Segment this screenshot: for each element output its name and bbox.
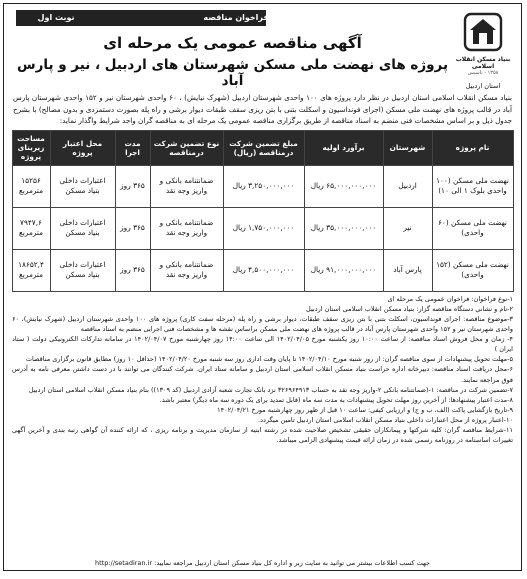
table-cell: اعتبارات داخلی بنیاد مسکن: [50, 249, 115, 291]
table-cell: ۳۵,۰۰۰,۰۰۰,۰۰۰ ریال: [304, 207, 383, 249]
table-cell: ۱,۷۵۰,۰۰۰,۰۰۰ ریال: [223, 207, 304, 249]
condition-item: ۹-تاریخ بازگشایی پاکت (الف، ب و ج) و ارزیابی کیفی: ساعت ۱۰ قبل از ظهر روز چهارشنبه مورخ ۱۴۰۲/۰۴/۲۱: [217, 405, 513, 414]
table-cell: نیر: [383, 207, 432, 249]
table-cell: ضمانتنامه بانکی و واریز وجه نقد: [150, 249, 223, 291]
condition-item: ۳-موضوع مناقصه: اجرای فونداسیون، اسکلت بتنی با بتن ریزی سقف طبقات، دیوار برشی و راه پله (مرحله سفت کاری) پروژه های ۱۰۰ واحدی شهرستان اردبیل (شهرک نیایش)، ۶۰ واحدی شهرستان نیر و ۱۵۲ واحدی شهرستان پارس آباد در قالب پروژه های نهضت ملی مسکن براساس نقشه ها و مشخصات فنی اجرایی منضم به اسناد مناقصه: [12, 314, 513, 334]
notice-header: [4, 4, 521, 92]
table-cell: اردبیل: [383, 165, 432, 207]
table-cell: ضمانتنامه بانکی و واریز وجه نقد: [150, 207, 223, 249]
condition-item: ۱-نوع فراخوان: فراخوان عمومی یک مرحله ای: [387, 294, 513, 303]
intro-paragraph: بنیاد مسکن انقلاب اسلامی استان اردبیل در نظر دارد پروژه های ۱۰۰ واحدی شهرستان اردبیل (شهرک نیایش) ، ۶۰ واحدی شهرستان نیر و ۱۵۲ واحدی شهرستان پارس آباد در قالب پروژه های نهضت ملی مسکن (اجرای فونداسیون و اسکلت بتنی با بتن ریزی سقف طبقات دیوار برشی و راه پله بصورت دستمزدی و بدون مصالح) با بشرح جدول ذیل و بر اساس مشخصات فنی منضم به اسناد مناقصه از طریق برگزاری مناقصه عمومی یک مرحله ای به مناقصه گران واجد شرایط واگذار نماید:: [13, 93, 512, 126]
table-header-cell: برآورد اولیه: [304, 130, 383, 165]
table-header-cell: نام پروژه: [432, 130, 513, 165]
logo-text: بنیاد مسکن انقلاب اسلامی: [455, 56, 511, 71]
main-title: آگهی مناقصه عمومی یک مرحله ای: [103, 34, 362, 52]
table-cell: نهضت ملی مسکن (۶۰ واحدی): [432, 207, 513, 249]
table-cell: اعتبارات داخلی بنیاد مسکن: [50, 165, 115, 207]
condition-item: ۶-محل دریافت اسناد مناقصه: دبیرخانه اداره حراست بنیاد مسکن انقلاب اسلامی استان اردبیل و سامانه ستاد ایران. شرکت کنندگان می توانند با در دست داشتن معرفی نامه به آدرس فوق مراجعه نمایند.: [12, 365, 513, 384]
table-header-cell: مبلغ تضمین شرکت درمناقصه (ریال): [223, 130, 304, 165]
table-cell: ضمانتنامه بانکی و واریز وجه نقد: [150, 165, 223, 207]
tender-notice: [3, 3, 522, 571]
logo-subtext: ۱۳۵۸ - تاسیس: [467, 70, 499, 77]
table-header-cell: شهرستان: [383, 130, 432, 165]
table-cell: پارس آباد: [383, 249, 432, 291]
province-name: استان اردبیل: [465, 82, 501, 91]
table-cell: ۶۵,۰۰۰,۰۰۰,۰۰۰ ریال: [304, 165, 383, 207]
condition-item: ۱۰-اعتبار پروژه از محل اعتبارات داخلی بنیاد مسکن انقلاب اسلامی استان اردبیل تامین میگردد.: [258, 415, 513, 424]
top-banner: [16, 10, 269, 26]
organization-logo: [453, 12, 513, 90]
table-header-cell: مساحت زیربنای پروژه: [12, 130, 50, 165]
table-cell: ۱۵۲۵۶ مترمربع: [12, 165, 50, 207]
table-cell: ۳۶۵ روز: [115, 165, 150, 207]
sub-title: پروژه های نهضت ملی مسکن شهرستان های اردبیل ، نیر و پارس آباد: [16, 57, 449, 89]
table-cell: نهضت ملی مسکن (۱۵۲ واحدی): [432, 249, 513, 291]
table-header-row: [12, 130, 513, 165]
table-cell: ۳,۲۵۰,۰۰۰,۰۰۰ ریال: [223, 165, 304, 207]
table-cell: ۱۸۶۵۲,۴ مترمربع: [12, 249, 50, 291]
condition-item: ۷-تضمین شرکت در مناقصه: ۱-(ضمانتنامه بانکی ۲-واریز وجه نقد به حساب ۳۲۶۹۶۴۹۱۳ نزد بانک تجارت شعبه آزادی اردبیل (کد ۱۳۰۹)) بنام بنیاد مسکن انقلاب اسلامی استان اردبیل: [28, 385, 513, 394]
publication-round: نوبت اول: [37, 13, 75, 22]
table-row: [12, 165, 513, 207]
condition-item: ۵-مهلت تحویل پیشنهادات از سوی مناقصه گران: از روز شنبه مورخ ۱۴۰۲/۰۴/۱۰ تا پایان وقت اداری روز سه شنبه مورخ ۱۴۰۲/۰۴/۲۰ (حداقل ۱۰ روز) مطابق قانون برگزاری مناقصات: [25, 355, 513, 364]
housing-foundation-logo-icon: [463, 12, 503, 52]
table-row: [12, 249, 513, 291]
table-cell: اعتبارات داخلی بنیاد مسکن: [50, 207, 115, 249]
footer-note: جهت کسب اطلاعات بیشتر می توانید به سایت زیر و اداره کل بنیاد مسکن استان اردبیل مراجعه نمایید: http://setadiran.ir: [95, 559, 430, 567]
table-cell: ۳۶۵ روز: [115, 207, 150, 249]
condition-item: ۴- زمان و محل فروش اسناد مناقصه: از ساعت ۱۰:۰۰ روز یکشنبه مورخ ۱۴۰۲/۰۴/۰۵ الی ساعت ۱۴:۰۰ روز چهارشنبه مورخ ۱۴۰۲/۰۴/۰۷ در سامانه تدارکات الکترونیکی دولت ( ستاد ایران ): [12, 335, 513, 354]
condition-item: ۱۱-شرایط مناقصه گران: کلیه شرکتها و پیمانکاران حقیقی تشخیص صلاحیت شده در رشته ابنیه از سازمان مدیریت و برنامه ریزی ، که ارائه کننده آن گواهی رتبه بندی و آخرین آگهی تغییرات اساسنامه در روزنامه رسمی شده در زمان ارائه قیمت پیشنهادی الزامی میباشد.: [12, 426, 513, 445]
table-header-cell: مدت اجرا: [115, 130, 150, 165]
projects-table: [12, 130, 514, 292]
table-header-cell: نوع تضمین شرکت درمناقصه: [150, 130, 223, 165]
table-cell: ۴,۵۰۰,۰۰۰,۰۰۰ ریال: [223, 249, 304, 291]
table-cell: ۳۶۵ روز: [115, 249, 150, 291]
table-row: [12, 207, 513, 249]
condition-item: ۲-نام و نشانی دستگاه مناقصه گزار: بنیاد مسکن انقلاب اسلامی استان اردبیل: [306, 304, 513, 313]
table-header-cell: محل اعتبار پروژه: [50, 130, 115, 165]
table-cell: ۹۱,۰۰۰,۰۰۰,۰۰۰ ریال: [304, 249, 383, 291]
table-cell: ۷۹۴۷,۶ مترمربع: [12, 207, 50, 249]
table-cell: نهضت ملی مسکن (۱۰۰ واحدی بلوک ۱ الی ۱۰): [432, 165, 513, 207]
conditions-list: [4, 292, 521, 445]
condition-item: ۸-مدت اعتبار پیشنهادها: از آخرین روز مهلت تحویل پیشنهادات به مدت سه ماه (قابل تمدید برای یک دوره سه ماه دیگر) معتبر باشد.: [159, 395, 513, 404]
banner-title: فراخوان مناقصه: [203, 13, 269, 22]
